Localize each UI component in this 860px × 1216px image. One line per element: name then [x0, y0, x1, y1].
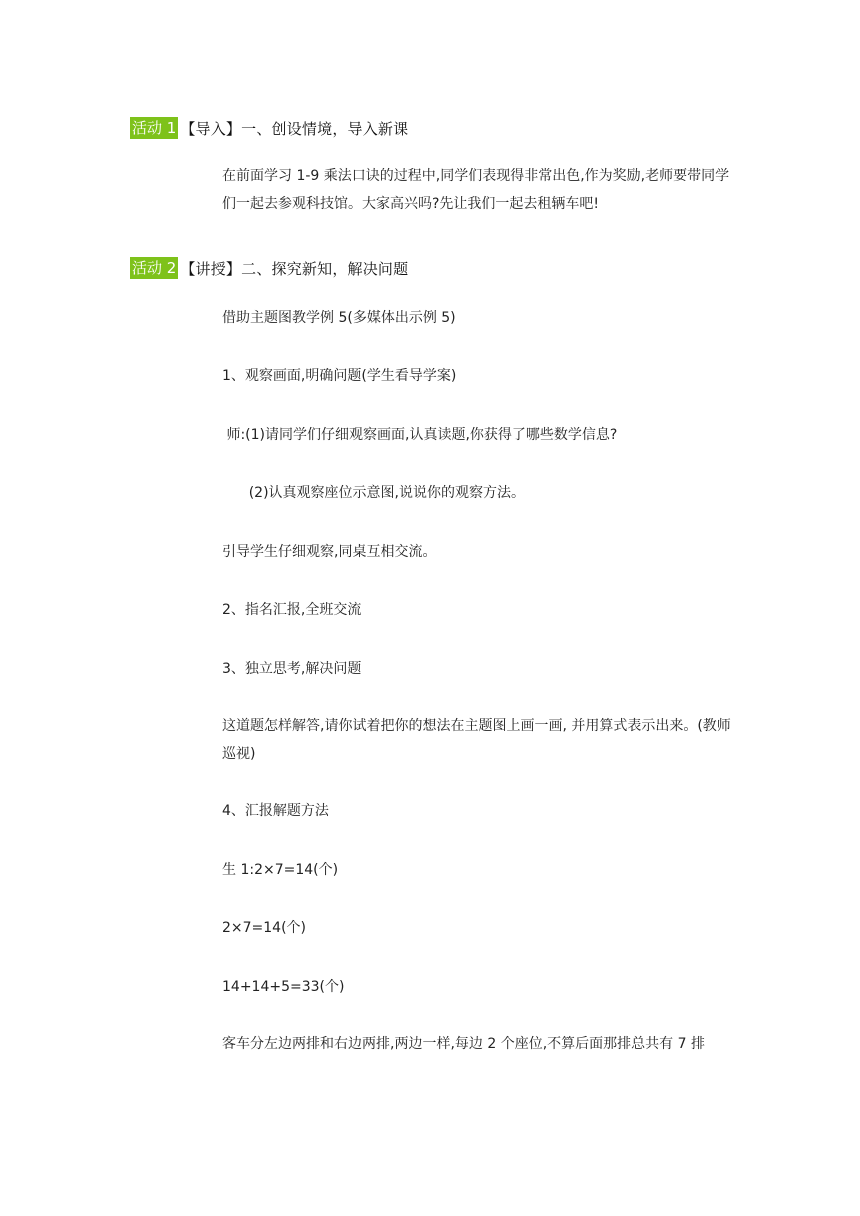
activity-tag: 活动 1	[132, 119, 177, 137]
paragraph: 师:(1)请同学们仔细观察画面,认真读题,你获得了哪些数学信息?	[222, 427, 618, 443]
section-title: 【导入】一、创设情境，导入新课	[180, 119, 409, 138]
paragraph: 4、汇报解题方法	[222, 803, 329, 819]
section-title: 【讲授】二、探究新知，解决问题	[180, 259, 409, 278]
section-2-heading	[130, 257, 408, 279]
paragraph: 生 1:2×7=14(个)	[222, 862, 339, 878]
paragraph: 借助主题图教学例 5(多媒体出示例 5)	[222, 310, 456, 326]
paragraph: 2×7=14(个)	[222, 920, 307, 936]
paragraph: 2、指名汇报,全班交流	[222, 602, 362, 618]
paragraph: 这道题怎样解答,请你试着把你的想法在主题图上画一画, 并用算式表示出来。(教师巡视)	[222, 718, 731, 762]
paragraph: 客车分左边两排和右边两排,两边一样,每边 2 个座位,不算后面那排总共有 7 排	[222, 1036, 705, 1052]
paragraph: 1、观察画面,明确问题(学生看导学案)	[222, 368, 457, 384]
paragraph: 14+14+5=33(个)	[222, 979, 345, 995]
paragraph: 3、独立思考,解决问题	[222, 661, 362, 677]
paragraph: 引导学生仔细观察,同桌互相交流。	[222, 544, 437, 560]
paragraph: (2)认真观察座位示意图,说说你的观察方法。	[222, 485, 525, 501]
activity-tag: 活动 2	[132, 259, 177, 277]
paragraph: 在前面学习 1-9 乘法口诀的过程中,同学们表现得非常出色,作为奖励,老师要带同学们一起去参观科技馆。大家高兴吗?先让我们一起去租辆车吧!	[222, 168, 730, 212]
section-1-heading	[130, 117, 408, 139]
